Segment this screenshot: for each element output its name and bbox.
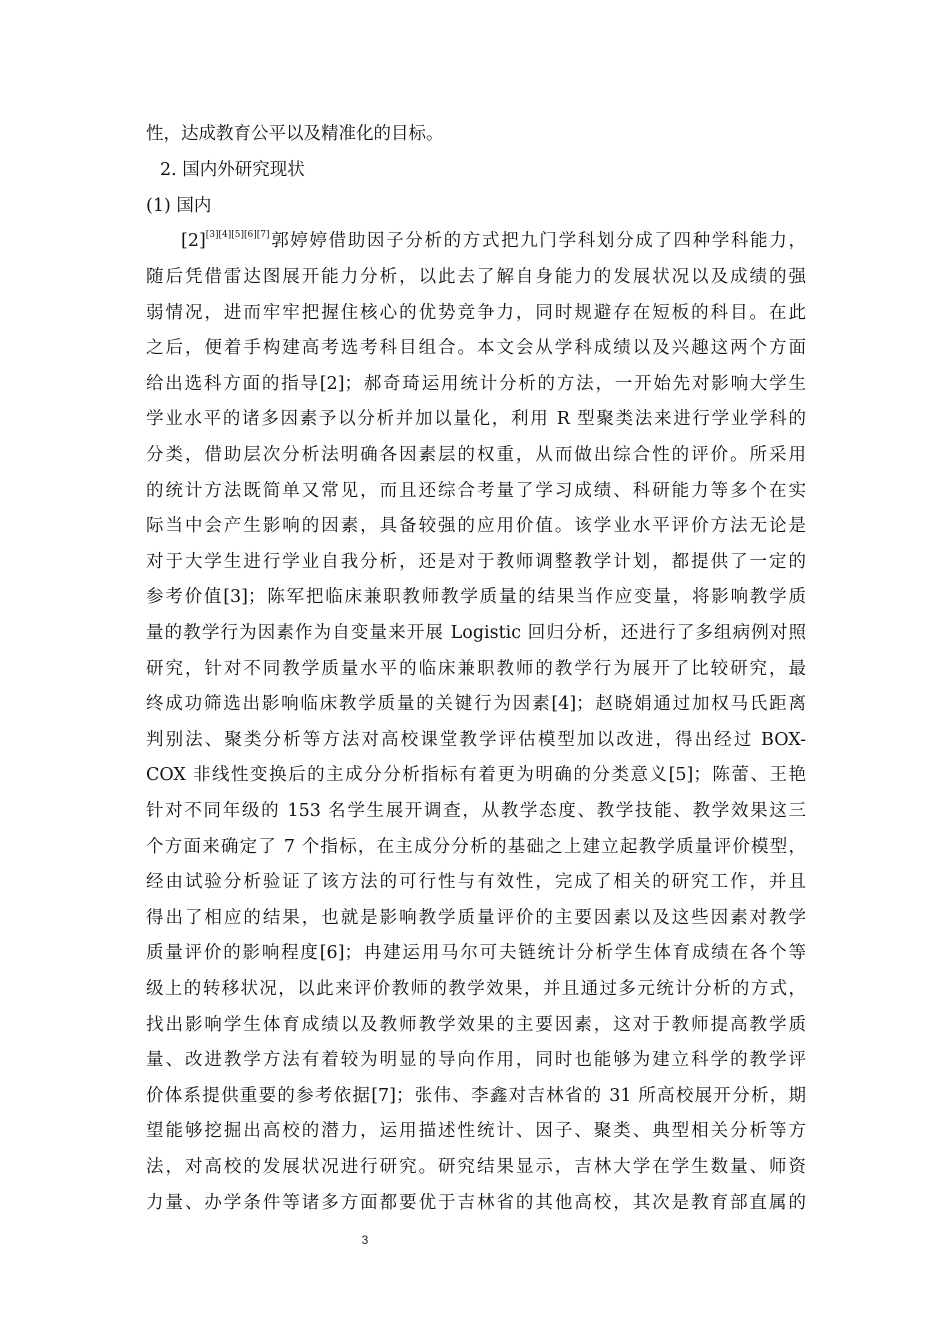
continuation-line: 性，达成教育公平以及精准化的目标。	[146, 124, 444, 144]
paragraph-line: 参考价值[3]；陈军把临床兼职教师教学质量的结果当作应变量，将影响教学质	[146, 587, 806, 607]
paragraph-line: 分类，借助层次分析法明确各因素层的权重，从而做出综合性的评价。所采用	[146, 445, 806, 465]
paragraph-line: 级上的转移状况，以此来评价教师的教学效果，并且通过多元统计分析的方式，	[146, 979, 806, 999]
paragraph-line: 找出影响学生体育成绩以及教师教学效果的主要因素，这对于教师提高教学质	[146, 1015, 806, 1035]
citation-superscript: [3][4][5][6][7]	[205, 230, 270, 241]
paragraph-line: 随后凭借雷达图展开能力分析，以此去了解自身能力的发展状况以及成绩的强	[146, 267, 806, 287]
paragraph-line: 量的教学行为因素作为自变量来开展 Logistic 回归分析，还进行了多组病例对照	[146, 623, 806, 643]
paragraph-line: 的统计方法既简单又常见，而且还综合考量了学习成绩、科研能力等多个在实	[146, 481, 806, 501]
paragraph-line: 望能够挖掘出高校的潜力，运用描述性统计、因子、聚类、典型相关分析等方	[146, 1121, 806, 1141]
paragraph-line: 量、改进教学方法有着较为明显的导向作用，同时也能够为建立科学的教学评	[146, 1050, 806, 1070]
paragraph-line: 研究，针对不同教学质量水平的临床兼职教师的教学行为展开了比较研究，最	[146, 659, 806, 679]
section-heading: 2. 国内外研究现状	[160, 160, 305, 180]
paragraph-line: 对于大学生进行学业自我分析，还是对于教师调整教学计划，都提供了一定的	[146, 552, 806, 572]
citation-ref: [2]	[181, 231, 206, 251]
paragraph-line: 之后，便着手构建高考选考科目组合。本文会从学科成绩以及兴趣这两个方面	[146, 338, 806, 358]
first-line-text: 郭婷婷借助因子分析的方式把九门学科划分成了四种学科能力，	[269, 231, 806, 251]
paragraph-line: 经由试验分析验证了该方法的可行性与有效性，完成了相关的研究工作，并且	[146, 872, 806, 892]
paragraph-line: 际当中会产生影响的因素，具备较强的应用价值。该学业水平评价方法无论是	[146, 516, 806, 536]
paragraph-line: 学业水平的诸多因素予以分析并加以量化，利用 R 型聚类法来进行学业学科的	[146, 409, 806, 429]
paragraph-line: 终成功筛选出影响临床教学质量的关键行为因素[4]；赵晓娟通过加权马氏距离	[146, 694, 806, 714]
paragraph-line: 判别法、聚类分析等方法对高校课堂教学评估模型加以改进，得出经过 BOX-	[146, 730, 806, 750]
paragraph-line: 弱情况，进而牢牢把握住核心的优势竞争力，同时规避存在短板的科目。在此	[146, 303, 806, 323]
subsection-heading: (1) 国内	[146, 196, 212, 216]
paragraph-line: 针对不同年级的 153 名学生展开调查，从教学态度、教学技能、教学效果这三	[146, 801, 806, 821]
paragraph-line: 力量、办学条件等诸多方面都要优于吉林省的其他高校，其次是教育部直属的	[146, 1193, 806, 1213]
paragraph-line: COX 非线性变换后的主成分分析指标有着更为明确的分类意义[5]；陈蕾、王艳	[146, 765, 806, 785]
paragraph-line: 质量评价的影响程度[6]；冉建运用马尔可夫链统计分析学生体育成绩在各个等	[146, 943, 806, 963]
paragraph-line: 价体系提供重要的参考依据[7]；张伟、李鑫对吉林省的 31 所高校展开分析，期	[146, 1086, 806, 1106]
paragraph-line: 个方面来确定了 7 个指标，在主成分分析的基础之上建立起教学质量评价模型，	[146, 837, 806, 857]
paragraph-line: 给出选科方面的指导[2]；郝奇琦运用统计分析的方法，一开始先对影响大学生	[146, 374, 806, 394]
paragraph-first-line	[181, 229, 806, 253]
paragraph-line: 得出了相应的结果，也就是影响教学质量评价的主要因素以及这些因素对教学	[146, 908, 806, 928]
page-number: 3	[361, 1233, 369, 1247]
paragraph-line: 法，对高校的发展状况进行研究。研究结果显示，吉林大学在学生数量、师资	[146, 1157, 806, 1177]
